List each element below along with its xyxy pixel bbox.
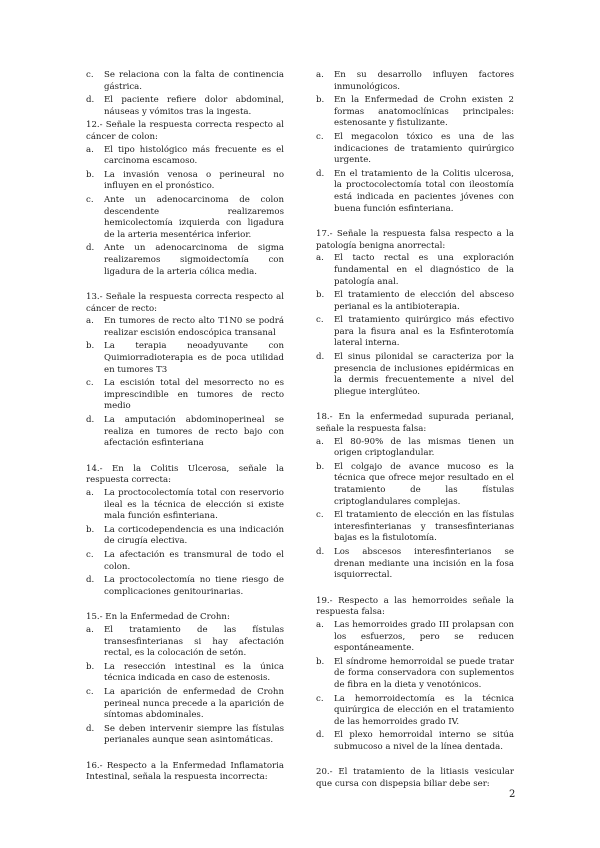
- question-stem: 13.- Señale la respuesta correcta respecto al cáncer de recto:: [86, 292, 284, 314]
- option-c[interactable]: c. Ante un adenocarcinoma de colon descendente realizaremos hemicolectomía izquierda con ligadura de la arteria mesentérica inferior.: [86, 194, 284, 240]
- question-stem: 17.- Señale la respuesta falsa respecto a la patología benigna anorrectal:: [316, 229, 514, 251]
- question-stem: 15.- En la Enfermedad de Crohn:: [86, 612, 230, 623]
- prev-question-options: [86, 70, 284, 118]
- option-c[interactable]: c. La afectación es transmural de todo el colon.: [86, 549, 284, 572]
- option-a[interactable]: a. El tipo histológico más frecuente es el carcinoma escamoso.: [86, 144, 284, 167]
- option-c[interactable]: c. La aparición de enfermedad de Crohn perineal nunca precede a la aparición de síntomas abdominales.: [86, 686, 284, 721]
- option-a[interactable]: a. Las hemorroides grado III prolapsan con los esfuerzos, pero se reducen espontáneamente.: [316, 619, 514, 654]
- option-d[interactable]: d. Ante un adenocarcinoma de sigma realizaremos sigmoidectomía con ligadura de la arteria cólica media.: [86, 243, 284, 277]
- option-c[interactable]: c. La escisión total del mesorrecto no es imprescindible en tumores de recto medio: [86, 378, 284, 412]
- question-20: [316, 767, 514, 790]
- question-15: [86, 612, 284, 747]
- option-d[interactable]: d. El plexo hemorroidal interno se sitúa submucoso a nivel de la línea dentada.: [316, 730, 514, 752]
- option-b[interactable]: b. La invasión venosa o perineural no influyen en el pronóstico.: [86, 169, 284, 192]
- question-stem: 16.- Respecto a la Enfermedad Inflamatoria Intestinal, señala la respuesta incorrecta:: [86, 760, 284, 783]
- question-stem: 18.- En la enfermedad supurada perianal, señale la respuesta falsa:: [316, 412, 514, 435]
- option-c[interactable]: c. El tratamiento quirúrgico más efectivo para la fisura anal es la Esfinterotomía lateral interna.: [316, 315, 514, 349]
- right-column: [316, 70, 514, 792]
- question-19: [316, 596, 514, 754]
- question-stem: 19.- Respecto a las hemorroides señale la respuesta falsa:: [316, 595, 514, 618]
- option-a[interactable]: a. El 80-90% de las mismas tienen un origen criptoglandular.: [316, 436, 514, 459]
- option-a[interactable]: a. El tratamiento de las fístulas transesfinterianas si hay afectación rectal, es la colocación de setón.: [86, 624, 284, 659]
- question-14: [86, 464, 284, 599]
- page-number: 2: [509, 789, 516, 800]
- question-16-options: [316, 70, 514, 215]
- option-c[interactable]: c. El tratamiento de elección en las fístulas interesfinterianas y transesfinterianas bajas es la fistulotomía.: [316, 510, 514, 544]
- option-d[interactable]: d. Los abscesos interesfinterianos se drenan mediante una incisión en la fosa isquiorrectal.: [316, 546, 514, 581]
- option-b[interactable]: b. La terapia neoadyuvante con Quimiorradioterapia es de poca utilidad en tumores T3: [86, 341, 284, 375]
- option-d[interactable]: d. Se deben intervenir siempre las fístulas perianales aunque sean asintomáticas.: [86, 723, 284, 746]
- question-stem: 14.- En la Colitis Ulcerosa, señale la respuesta correcta:: [86, 463, 284, 486]
- option-d[interactable]: d. El sinus pilonidal se caracteriza por la presencia de inclusiones epidérmicas en la dermis frecuentemente a nivel del pliegue interglúteo.: [316, 352, 514, 397]
- option-b[interactable]: b. En la Enfermedad de Crohn existen 2 formas anatomoclínicas principales: estenosante y fistulizante.: [316, 95, 514, 129]
- option-d[interactable]: d. La proctocolectomía no tiene riesgo de complicaciones genitourinarias.: [86, 575, 284, 597]
- question-12: [86, 120, 284, 278]
- option-a[interactable]: a. El tacto rectal es una exploración fundamental en el diagnóstico de la patología anal.: [316, 253, 514, 287]
- left-column: [86, 70, 284, 785]
- option-d[interactable]: d. La amputación abdominoperineal se realiza en tumores de recto bajo con afectación esfinteriana: [86, 415, 284, 449]
- option-c[interactable]: c. Se relaciona con la falta de continencia gástrica.: [86, 70, 284, 92]
- question-17: [316, 229, 514, 398]
- option-b[interactable]: b. El tratamiento de elección del absceso perianal es la antibioterapia.: [316, 290, 514, 312]
- option-a[interactable]: a. La proctocolectomía total con reservorio ileal es la técnica de elección si existe mala función esfinteriana.: [86, 488, 284, 522]
- question-stem: 12.- Señale la respuesta correcta respecto al cáncer de colon:: [86, 120, 284, 142]
- option-b[interactable]: b. El síndrome hemorroidal se puede tratar de forma conservadora con suplementos de fibra en la dieta y venotónicos.: [316, 656, 514, 690]
- question-stem: 20.- El tratamiento de la litiasis vesicular que cursa con dispepsia biliar debe ser:: [316, 767, 514, 790]
- option-d[interactable]: d. En el tratamiento de la Colitis ulcerosa, la proctocolectomía total con ileostomía está indicada en pacientes jóvenes con buena función esfinteriana.: [316, 168, 514, 214]
- option-b[interactable]: b. La resección intestinal es la única técnica indicada en caso de estenosis.: [86, 661, 284, 684]
- option-b[interactable]: b. La corticodependencia es una indicación de cirugía electiva.: [86, 524, 284, 547]
- option-b[interactable]: b. El colgajo de avance mucoso es la técnica que ofrece mejor resultado en el tratamiento de las fístulas criptoglandulares complejas.: [316, 461, 514, 507]
- option-c[interactable]: c. La hemorroidectomía es la técnica quirúrgica de elección en el tratamiento de las hemorroides grado IV.: [316, 693, 514, 727]
- option-a[interactable]: a. En su desarrollo influyen factores inmunológicos.: [316, 70, 514, 92]
- option-a[interactable]: a. En tumores de recto alto T1N0 se podrá realizar escisión endoscópica transanal: [86, 316, 284, 338]
- question-16: [86, 761, 284, 784]
- option-c[interactable]: c. El megacolon tóxico es una de las indicaciones de tratamiento quirúrgico urgente.: [316, 131, 514, 166]
- option-d[interactable]: d. El paciente refiere dolor abdominal, náuseas y vómitos tras la ingesta.: [86, 95, 284, 117]
- question-13: [86, 292, 284, 450]
- question-18: [316, 412, 514, 581]
